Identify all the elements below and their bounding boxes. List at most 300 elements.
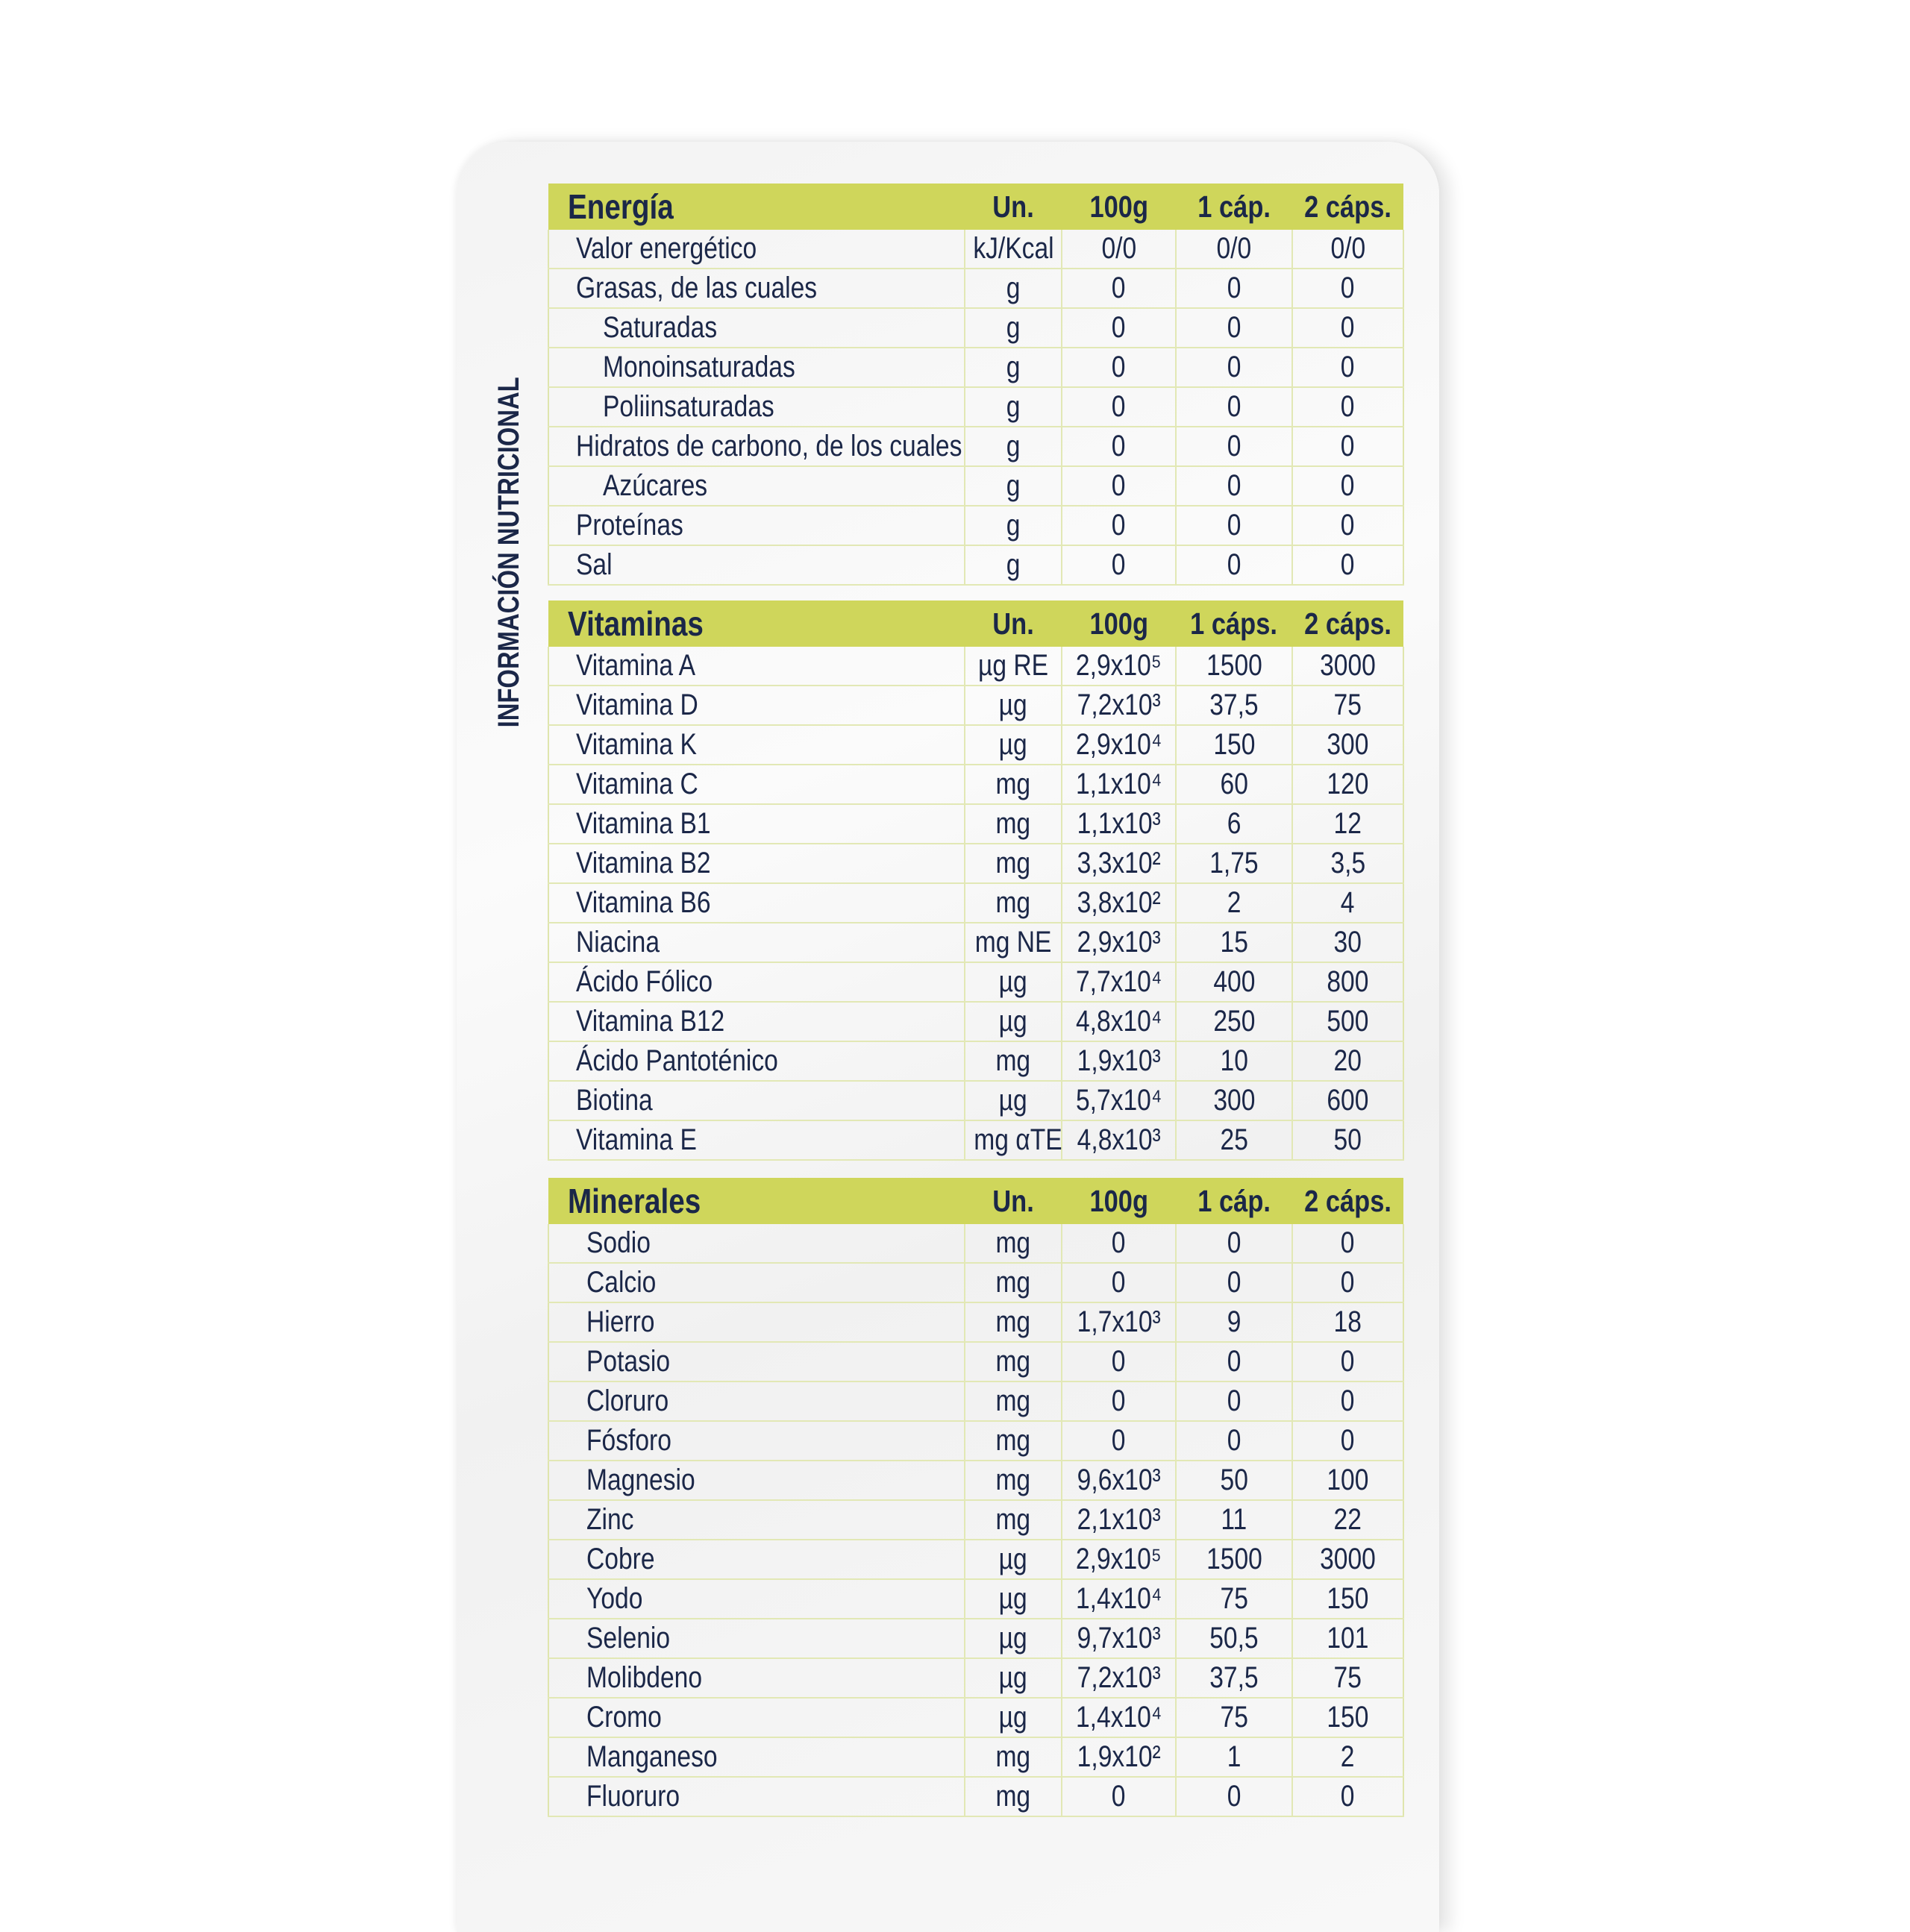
cell-text: 0 (1112, 311, 1126, 344)
table-row (548, 1500, 1403, 1540)
cell-text: 150 (1212, 728, 1256, 761)
cell-name (548, 427, 965, 466)
cell-text: mg αTE (974, 1123, 1062, 1156)
cell-v2 (1292, 348, 1403, 387)
minerales-header-label: Minerales (568, 1182, 701, 1220)
minerales-header-0 (548, 1178, 965, 1224)
minerales-header-label: 1 cáp. (1197, 1183, 1271, 1218)
cell-text: 0 (1341, 1384, 1355, 1417)
energia-header-label: 2 cáps. (1304, 189, 1391, 224)
cell-name (548, 387, 965, 427)
vitaminas-header-label: 100g (1089, 606, 1148, 641)
table-row (548, 427, 1403, 466)
cell-text: Vitamina B6 (576, 886, 711, 919)
cell-v1 (1176, 1461, 1292, 1500)
cell-text: 0 (1112, 1424, 1126, 1457)
cell-unit (965, 1263, 1062, 1302)
cell-text: Sal (576, 548, 613, 581)
cell-unit (965, 765, 1062, 804)
table-row (548, 387, 1403, 427)
cell-text: mg (995, 1345, 1031, 1378)
energy-table (548, 184, 1404, 586)
cell-text: Fósforo (586, 1424, 671, 1457)
cell-name (548, 1224, 965, 1263)
energia-header-label: Energía (568, 187, 674, 226)
cell-text: g (1006, 311, 1021, 344)
cell-text: 0 (1227, 509, 1242, 542)
cell-v100 (1062, 348, 1176, 387)
cell-unit (965, 686, 1062, 725)
energia-header-4 (1292, 184, 1403, 230)
cell-text: Vitamina C (576, 768, 698, 800)
cell-name (548, 1461, 965, 1500)
cell-text: 50 (1333, 1123, 1362, 1156)
cell-text: µg (998, 1661, 1028, 1694)
cell-text: 0/0 (1216, 232, 1252, 265)
cell-v100 (1062, 1737, 1176, 1777)
cell-text: Biotina (576, 1084, 653, 1117)
table-row (548, 765, 1403, 804)
energia-header-0 (548, 184, 965, 230)
vitamins-table (548, 600, 1404, 1161)
cell-v100 (1062, 1658, 1176, 1698)
cell-text: Manganeso (586, 1740, 718, 1773)
energia-header-2 (1062, 184, 1176, 230)
cell-text: 2,9x10⁵ (1076, 649, 1162, 682)
cell-v100 (1062, 1698, 1176, 1737)
cell-unit (965, 1540, 1062, 1579)
side-title-text: INFORMACIÓN NUTRICIONAL (492, 376, 525, 728)
cell-v2 (1292, 1381, 1403, 1421)
table-row (548, 844, 1403, 883)
cell-v1 (1176, 1540, 1292, 1579)
cell-name (548, 1579, 965, 1619)
cell-text: Vitamina A (576, 649, 696, 682)
cell-unit (965, 1777, 1062, 1816)
table-row (548, 1579, 1403, 1619)
cell-unit (965, 1342, 1062, 1381)
cell-text: Cromo (586, 1701, 662, 1734)
cell-unit (965, 1120, 1062, 1160)
cell-v1 (1176, 1421, 1292, 1461)
cell-text: 500 (1327, 1005, 1369, 1038)
cell-v100 (1062, 230, 1176, 269)
cell-v100 (1062, 1224, 1176, 1263)
cell-text: mg (995, 1424, 1031, 1457)
cell-text: 5,7x10⁴ (1075, 1084, 1162, 1117)
cell-name (548, 647, 965, 686)
cell-v1 (1176, 466, 1292, 506)
cell-text: 2,9x10³ (1077, 926, 1161, 959)
cell-name (548, 1263, 965, 1302)
cell-text: 75 (1220, 1582, 1248, 1615)
cell-text: 1500 (1206, 649, 1262, 682)
cell-text: mg (995, 1266, 1031, 1299)
table-row (548, 1777, 1403, 1816)
cell-v1 (1176, 1619, 1292, 1658)
cell-text: 9,7x10³ (1077, 1622, 1161, 1655)
energia-header-label: 100g (1089, 189, 1148, 224)
cell-text: 1,4x10⁴ (1075, 1701, 1162, 1734)
table-row (548, 725, 1403, 765)
cell-text: 60 (1220, 768, 1248, 800)
minerales-header-label: Un. (992, 1183, 1034, 1218)
cell-text: Grasas, de las cuales (576, 272, 818, 304)
minerales-header-2 (1062, 1178, 1176, 1224)
cell-text: 101 (1327, 1622, 1369, 1655)
cell-text: 0 (1112, 469, 1126, 502)
cell-v2 (1292, 647, 1403, 686)
table-row (548, 269, 1403, 308)
cell-text: 4,8x10³ (1077, 1123, 1161, 1156)
cell-text: mg (995, 1780, 1031, 1813)
cell-unit (965, 466, 1062, 506)
cell-name (548, 1500, 965, 1540)
cell-v1 (1176, 545, 1292, 585)
cell-text: 0 (1341, 469, 1355, 502)
vitaminas-header-label: Un. (992, 606, 1034, 641)
cell-v1 (1176, 1041, 1292, 1081)
cell-v2 (1292, 725, 1403, 765)
cell-text: 9,6x10³ (1077, 1464, 1161, 1496)
cell-name (548, 1120, 965, 1160)
cell-v100 (1062, 1461, 1176, 1500)
cell-unit (965, 725, 1062, 765)
cell-v2 (1292, 308, 1403, 348)
table-row (548, 1002, 1403, 1041)
cell-v1 (1176, 1698, 1292, 1737)
cell-v2 (1292, 1041, 1403, 1081)
cell-text: mg (995, 1464, 1031, 1496)
table-row (548, 923, 1403, 962)
cell-text: g (1006, 548, 1021, 581)
cell-text: 0 (1112, 1384, 1126, 1417)
cell-text: Ácido Fólico (576, 965, 713, 998)
table-row (548, 883, 1403, 923)
cell-text: 6 (1227, 807, 1242, 840)
cell-v1 (1176, 1579, 1292, 1619)
minerales-header-3 (1176, 1178, 1292, 1224)
cell-text: Cloruro (586, 1384, 669, 1417)
cell-v1 (1176, 923, 1292, 962)
cell-v2 (1292, 1081, 1403, 1120)
cell-text: 0 (1112, 1266, 1126, 1299)
cell-name (548, 686, 965, 725)
cell-text: Vitamina B2 (576, 847, 711, 879)
cell-v1 (1176, 506, 1292, 545)
table-row (548, 1540, 1403, 1579)
vitaminas-header-3 (1176, 600, 1292, 647)
cell-text: 0 (1227, 351, 1242, 383)
cell-v2 (1292, 1120, 1403, 1160)
cell-text: 1,75 (1209, 847, 1259, 879)
cell-text: µg (998, 965, 1028, 998)
cell-name (548, 1421, 965, 1461)
cell-v1 (1176, 1658, 1292, 1698)
cell-v100 (1062, 1619, 1176, 1658)
cell-text: µg (998, 1582, 1028, 1615)
cell-v2 (1292, 506, 1403, 545)
cell-v100 (1062, 1540, 1176, 1579)
cell-text: 400 (1212, 965, 1256, 998)
cell-v1 (1176, 1002, 1292, 1041)
cell-text: 3000 (1320, 1543, 1376, 1575)
cell-v2 (1292, 1777, 1403, 1816)
vitaminas-header-0 (548, 600, 965, 647)
cell-text: 10 (1220, 1044, 1248, 1077)
table-row (548, 348, 1403, 387)
cell-v2 (1292, 962, 1403, 1002)
cell-text: 0 (1341, 1780, 1355, 1813)
cell-text: 0/0 (1101, 232, 1136, 265)
cell-unit (965, 1658, 1062, 1698)
cell-text: 120 (1327, 768, 1369, 800)
cell-v1 (1176, 725, 1292, 765)
cell-v100 (1062, 844, 1176, 883)
cell-v100 (1062, 387, 1176, 427)
cell-text: 300 (1212, 1084, 1256, 1117)
cell-text: 0 (1341, 430, 1355, 462)
cell-text: 0 (1227, 1424, 1242, 1457)
cell-name (548, 348, 965, 387)
cell-v2 (1292, 765, 1403, 804)
cell-v100 (1062, 647, 1176, 686)
cell-text: Selenio (586, 1622, 671, 1655)
cell-text: mg (995, 1384, 1031, 1417)
cell-name (548, 269, 965, 308)
table-row (548, 1737, 1403, 1777)
cell-unit (965, 883, 1062, 923)
cell-v2 (1292, 1224, 1403, 1263)
vitaminas-header-label: 1 cáps. (1190, 606, 1278, 641)
energia-header-3 (1176, 184, 1292, 230)
cell-text: 18 (1333, 1305, 1362, 1338)
cell-text: Zinc (586, 1503, 634, 1536)
cell-v100 (1062, 686, 1176, 725)
cell-v100 (1062, 1342, 1176, 1381)
cell-text: 0 (1227, 311, 1242, 344)
cell-text: 100 (1327, 1464, 1369, 1496)
cell-unit (965, 1737, 1062, 1777)
vitaminas-header-label: Vitaminas (568, 604, 704, 643)
cell-name (548, 804, 965, 844)
cell-name (548, 1540, 965, 1579)
cell-v2 (1292, 1698, 1403, 1737)
cell-text: 20 (1333, 1044, 1362, 1077)
energy-header-row (548, 184, 1403, 230)
table-row (548, 466, 1403, 506)
cell-v2 (1292, 923, 1403, 962)
cell-text: 2 (1341, 1740, 1355, 1773)
cell-text: Vitamina K (576, 728, 697, 761)
cell-text: 1500 (1206, 1543, 1262, 1575)
cell-v100 (1062, 1500, 1176, 1540)
cell-text: 0 (1112, 272, 1126, 304)
cell-v1 (1176, 647, 1292, 686)
vitamins-header-row (548, 600, 1403, 647)
cell-text: 2,9x10⁴ (1075, 728, 1162, 761)
cell-text: 25 (1220, 1123, 1248, 1156)
cell-text: Vitamina B12 (576, 1005, 725, 1038)
vitaminas-header-2 (1062, 600, 1176, 647)
cell-text: 0 (1227, 272, 1242, 304)
cell-v1 (1176, 883, 1292, 923)
cell-text: 0 (1227, 1266, 1242, 1299)
cell-v2 (1292, 1461, 1403, 1500)
cell-text: 9 (1227, 1305, 1242, 1338)
cell-text: mg (995, 886, 1031, 919)
cell-v1 (1176, 1342, 1292, 1381)
table-row (548, 1381, 1403, 1421)
minerales-header-label: 100g (1089, 1183, 1148, 1218)
cell-v1 (1176, 387, 1292, 427)
energia-header-1 (965, 184, 1062, 230)
cell-text: 0 (1112, 1226, 1126, 1259)
cell-v100 (1062, 1081, 1176, 1120)
cell-v100 (1062, 1381, 1176, 1421)
cell-v2 (1292, 230, 1403, 269)
table-row (548, 308, 1403, 348)
table-row (548, 230, 1403, 269)
cell-v2 (1292, 387, 1403, 427)
cell-v1 (1176, 1263, 1292, 1302)
cell-text: g (1006, 272, 1021, 304)
cell-text: 4,8x10⁴ (1075, 1005, 1162, 1038)
cell-text: 12 (1333, 807, 1362, 840)
cell-text: 3,5 (1330, 847, 1365, 879)
cell-text: Potasio (586, 1345, 671, 1378)
cell-text: mg (995, 768, 1031, 800)
cell-v2 (1292, 1421, 1403, 1461)
cell-text: 75 (1333, 1661, 1362, 1694)
cell-text: 0 (1341, 1226, 1355, 1259)
cell-text: 0 (1227, 1780, 1242, 1813)
cell-text: 22 (1333, 1503, 1362, 1536)
cell-name (548, 1002, 965, 1041)
cell-v1 (1176, 308, 1292, 348)
cell-text: 1,4x10⁴ (1075, 1582, 1162, 1615)
cell-v2 (1292, 1002, 1403, 1041)
cell-text: 7,2x10³ (1077, 689, 1161, 721)
cell-text: 0 (1341, 272, 1355, 304)
cell-text: Monoinsaturadas (603, 351, 795, 383)
minerals-table (548, 1178, 1404, 1817)
cell-v2 (1292, 1500, 1403, 1540)
cell-text: Cobre (586, 1543, 655, 1575)
cell-v100 (1062, 506, 1176, 545)
cell-text: g (1006, 430, 1021, 462)
cell-text: 0 (1227, 548, 1242, 581)
cell-text: Ácido Pantoténico (576, 1044, 778, 1077)
cell-name (548, 1658, 965, 1698)
cell-unit (965, 545, 1062, 585)
cell-v100 (1062, 269, 1176, 308)
table-row (548, 962, 1403, 1002)
table-row (548, 1263, 1403, 1302)
cell-unit (965, 506, 1062, 545)
cell-text: 150 (1327, 1582, 1369, 1615)
cell-v1 (1176, 765, 1292, 804)
cell-v2 (1292, 1540, 1403, 1579)
cell-text: Vitamina D (576, 689, 698, 721)
cell-v1 (1176, 686, 1292, 725)
cell-text: Saturadas (603, 311, 718, 344)
table-row (548, 1224, 1403, 1263)
cell-v100 (1062, 466, 1176, 506)
cell-text: 3000 (1320, 649, 1376, 682)
table-row (548, 1619, 1403, 1658)
cell-name (548, 308, 965, 348)
cell-text: 800 (1327, 965, 1369, 998)
cell-v1 (1176, 230, 1292, 269)
cell-text: 0 (1341, 509, 1355, 542)
cell-name (548, 1041, 965, 1081)
cell-v100 (1062, 725, 1176, 765)
cell-text: 0/0 (1330, 232, 1365, 265)
cell-name (548, 506, 965, 545)
cell-v1 (1176, 1777, 1292, 1816)
cell-text: µg (998, 728, 1028, 761)
cell-unit (965, 387, 1062, 427)
cell-unit (965, 269, 1062, 308)
cell-v2 (1292, 1263, 1403, 1302)
cell-unit (965, 1302, 1062, 1342)
cell-v1 (1176, 1500, 1292, 1540)
cell-v1 (1176, 1120, 1292, 1160)
cell-text: 7,7x10⁴ (1075, 965, 1162, 998)
cell-text: 2 (1227, 886, 1242, 919)
cell-text: mg (995, 1503, 1031, 1536)
cell-text: mg (995, 1226, 1031, 1259)
cell-text: 600 (1327, 1084, 1369, 1117)
cell-v100 (1062, 1120, 1176, 1160)
cell-v2 (1292, 427, 1403, 466)
cell-text: 0 (1341, 1424, 1355, 1457)
cell-v2 (1292, 269, 1403, 308)
cell-unit (965, 1698, 1062, 1737)
cell-v1 (1176, 269, 1292, 308)
cell-name (548, 1081, 965, 1120)
cell-v2 (1292, 883, 1403, 923)
cell-v100 (1062, 545, 1176, 585)
minerales-header-1 (965, 1178, 1062, 1224)
cell-text: 0 (1112, 390, 1126, 423)
cell-text: 0 (1227, 390, 1242, 423)
cell-name (548, 962, 965, 1002)
cell-text: 0 (1112, 548, 1126, 581)
cell-name (548, 1777, 965, 1816)
cell-v1 (1176, 1302, 1292, 1342)
cell-unit (965, 647, 1062, 686)
cell-text: Molibdeno (586, 1661, 703, 1694)
cell-v1 (1176, 804, 1292, 844)
cell-unit (965, 1381, 1062, 1421)
cell-v1 (1176, 1381, 1292, 1421)
cell-v100 (1062, 804, 1176, 844)
cell-text: mg NE (974, 926, 1052, 959)
cell-name (548, 1737, 965, 1777)
cell-text: 3,3x10² (1077, 847, 1161, 879)
cell-name (548, 725, 965, 765)
cell-text: Magnesio (586, 1464, 695, 1496)
cell-text: Hierro (586, 1305, 655, 1338)
cell-text: 7,2x10³ (1077, 1661, 1161, 1694)
cell-unit (965, 308, 1062, 348)
cell-v2 (1292, 844, 1403, 883)
cell-unit (965, 804, 1062, 844)
table-row (548, 1081, 1403, 1120)
cell-v100 (1062, 427, 1176, 466)
